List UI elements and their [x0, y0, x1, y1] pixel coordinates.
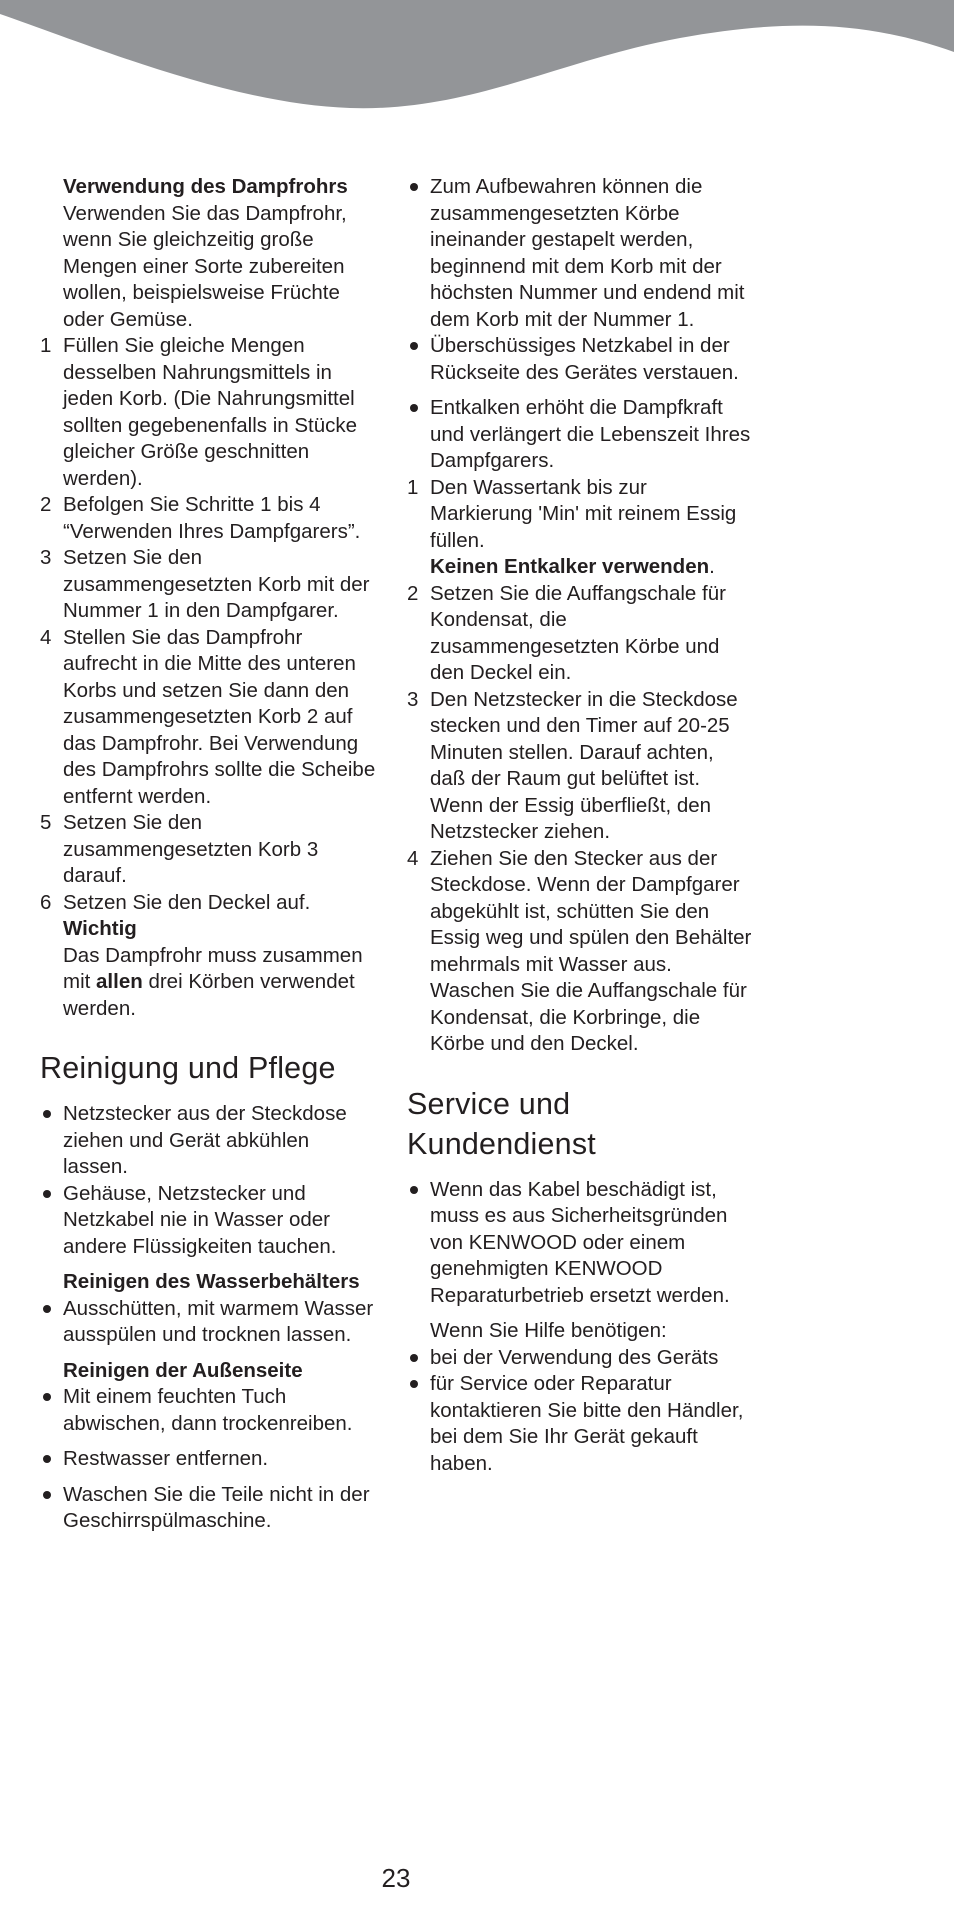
numbered-item [407, 475, 752, 555]
paragraph: Wenn Sie Hilfe benötigen: [430, 1319, 667, 1342]
bullet-item [40, 1482, 378, 1535]
section-heading: Reinigen des Wasserbehälters [63, 1270, 360, 1293]
left-column [40, 174, 378, 1535]
bullet-marker [410, 1354, 418, 1362]
page-number: 23 [381, 1863, 411, 1893]
numbered-item [407, 687, 752, 846]
bullet-marker [410, 342, 418, 350]
bullet-item [40, 1446, 378, 1473]
item-text: Stellen Sie das Dampfrohr aufrecht in die Mitte des unteren Korbs und setzen Sie dann den zusammengesetzten Korb 2 auf das Dampfrohr. Bei Verwendung des Dampfrohrs sollte die Scheibe entfernt werden. [63, 625, 376, 808]
item-text: Gehäuse, Netzstecker und Netzkabel nie in Wasser oder andere Flüssigkeiten tauchen. [63, 1181, 337, 1258]
numbered-item [40, 492, 378, 545]
bullet-marker [43, 1393, 51, 1401]
paragraph: Keinen Entkalker verwenden. [430, 555, 715, 578]
numbered-item [40, 625, 378, 811]
bullet-marker [410, 404, 418, 412]
section-heading: Wichtig [63, 917, 137, 940]
item-text: bei der Verwendung des Geräts [430, 1345, 719, 1369]
numbered-item [40, 545, 378, 625]
item-text: Waschen Sie die Teile nicht in der Geschirrspülmaschine. [63, 1482, 370, 1532]
item-text: Ziehen Sie den Stecker aus der Steckdose. Wenn der Dampfgarer abgekühlt ist, schütten Sie den Essig weg und spülen den Behälter mehrmals mit Wasser aus. Waschen Sie die Auffangschale für Kondensat, die Korbringe, die Körbe und den Deckel. [430, 846, 752, 1055]
item-text: Befolgen Sie Schritte 1 bis 4 “Verwenden Ihres Dampfgarers”. [63, 493, 361, 543]
item-text: Setzen Sie den zusammengesetzten Korb 3 darauf. [63, 811, 319, 887]
item-number: 4 [40, 625, 52, 649]
item-text: Entkalken erhöht die Dampfkraft und verlängert die Lebenszeit Ihres Dampfgarers. [430, 396, 751, 472]
header-wave-shape [0, 0, 954, 108]
bullet-item [407, 1177, 752, 1310]
item-text: für Service oder Reparatur kontaktieren Sie bitte den Händler, bei dem Sie Ihr Gerät gekauft haben. [430, 1372, 744, 1475]
item-number: 2 [407, 581, 419, 605]
bullet-marker [43, 1190, 51, 1198]
item-number: 6 [40, 890, 52, 914]
bullet-marker [410, 1380, 418, 1388]
bullet-marker [43, 1455, 51, 1463]
bullet-item [40, 1101, 378, 1181]
item-text: Füllen Sie gleiche Mengen desselben Nahrungsmittels in jeden Korb. (Die Nahrungsmittel sollten gegebenenfalls in Stücke gleicher Größe geschnitten werden). [63, 334, 358, 490]
chapter-heading: Service und Kundendienst [407, 1086, 596, 1161]
bullet-marker [410, 1186, 418, 1194]
paragraph: Das Dampfrohr muss zusammen mit allen drei Körben verwendet werden. [63, 943, 363, 1020]
item-text: Setzen Sie die Auffangschale für Kondensat, die zusammengesetzten Körbe und den Deckel ein. [430, 581, 726, 684]
item-number: 4 [407, 846, 419, 870]
numbered-item [40, 810, 378, 890]
bullet-item [407, 1371, 752, 1477]
item-text: Zum Aufbewahren können die zusammengesetzten Körbe ineinander gestapelt werden, beginnend mit dem Korb mit der höchsten Nummer und endend mit dem Korb mit der Nummer 1. [430, 175, 745, 331]
bullet-item [40, 1296, 378, 1349]
paragraph: Verwenden Sie das Dampfrohr, wenn Sie gleichzeitig große Mengen einer Sorte zubereiten wollen, beispielsweise Früchte oder Gemüse. [63, 201, 347, 331]
item-text: Restwasser entfernen. [63, 1447, 269, 1470]
bullet-marker [410, 183, 418, 191]
item-number: 3 [407, 687, 419, 711]
bullet-item [407, 333, 752, 386]
numbered-item [40, 890, 378, 917]
bullet-marker [43, 1110, 51, 1118]
section-heading: Verwendung des Dampfrohrs [63, 175, 348, 198]
item-number: 5 [40, 811, 52, 834]
bullet-item [407, 174, 752, 333]
bullet-marker [43, 1491, 51, 1499]
numbered-item [407, 581, 752, 687]
item-text: Setzen Sie den zusammengesetzten Korb mit der Nummer 1 in den Dampfgarer. [63, 546, 370, 622]
section-heading: Reinigen der Außenseite [63, 1358, 303, 1382]
numbered-item [407, 846, 752, 1058]
item-text: Überschüssiges Netzkabel in der Rückseite des Gerätes verstauen. [430, 334, 739, 384]
page-content [40, 174, 752, 1535]
item-number: 1 [40, 334, 52, 357]
bullet-item [407, 1345, 752, 1372]
chapter-heading: Reinigung und Pflege [40, 1051, 336, 1085]
item-number: 1 [407, 475, 419, 499]
bullet-item [40, 1384, 378, 1437]
item-number: 3 [40, 546, 52, 569]
item-text: Wenn das Kabel beschädigt ist, muss es aus Sicherheitsgründen von KENWOOD oder einem genehmigten KENWOOD Reparaturbetrieb ersetzt werden. [430, 1177, 730, 1307]
bullet-item [407, 395, 752, 475]
item-text: Den Netzstecker in die Steckdose stecken und den Timer auf 20-25 Minuten stellen. Darauf achten, daß der Raum gut belüftet ist. Wenn der Essig überfließt, den Netzstecker ziehen. [430, 687, 738, 843]
numbered-item [40, 333, 378, 492]
item-text: Den Wassertank bis zur Markierung 'Min' mit reinem Essig füllen. [430, 475, 737, 552]
bullet-marker [43, 1305, 51, 1313]
item-text: Netzstecker aus der Steckdose ziehen und Gerät abkühlen lassen. [63, 1102, 347, 1178]
header-wave-graphic [0, 0, 954, 160]
right-column [407, 174, 752, 1535]
item-text: Setzen Sie den Deckel auf. [63, 890, 311, 914]
item-text: Mit einem feuchten Tuch abwischen, dann trockenreiben. [63, 1385, 353, 1435]
item-number: 2 [40, 493, 52, 516]
bullet-item [40, 1181, 378, 1261]
item-text: Ausschütten, mit warmem Wasser ausspülen und trocknen lassen. [63, 1296, 374, 1346]
